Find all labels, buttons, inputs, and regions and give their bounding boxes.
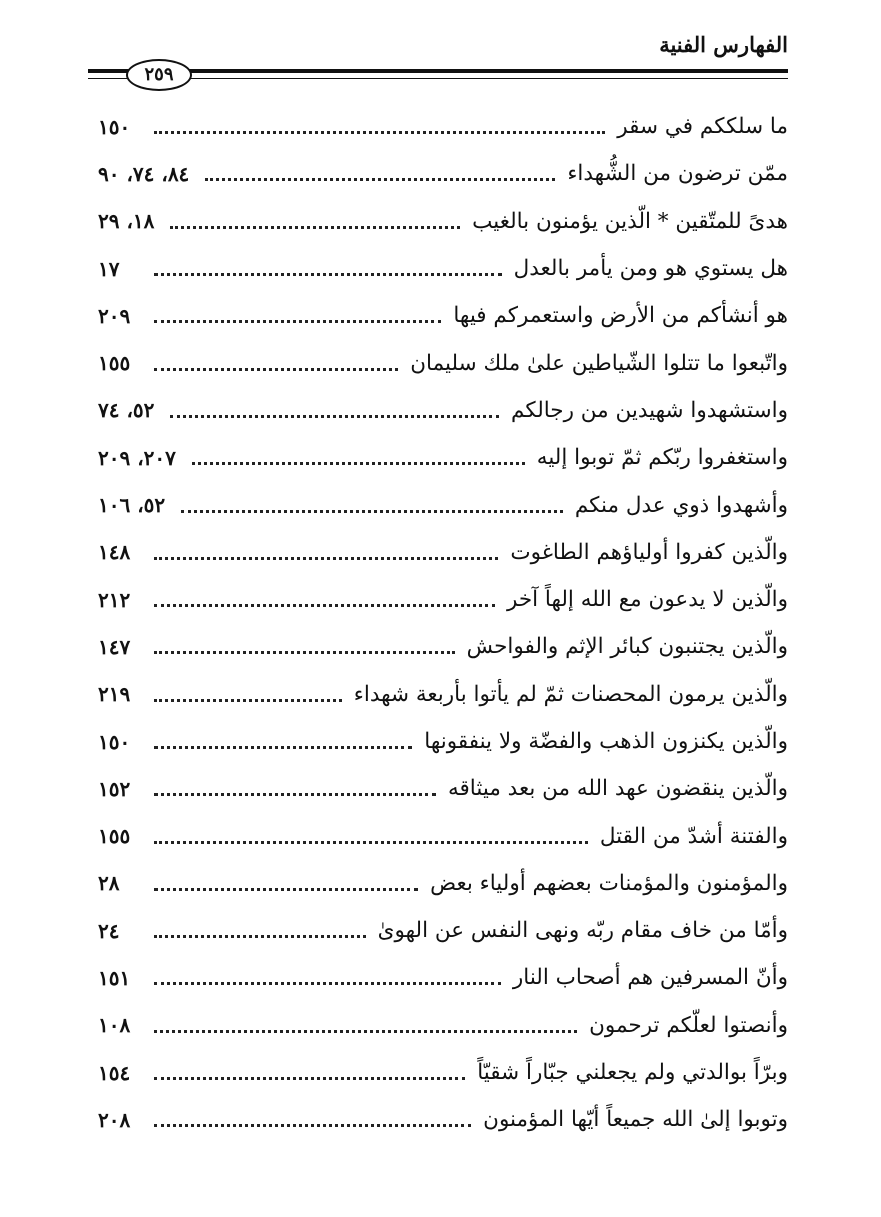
dot-leader bbox=[154, 935, 366, 938]
index-entry bbox=[98, 1096, 788, 1143]
page-refs: ١٥٤ bbox=[98, 1060, 131, 1085]
dot-leader bbox=[154, 699, 342, 702]
header-rule-thin bbox=[88, 78, 788, 79]
index-entry bbox=[98, 339, 788, 386]
index-entry bbox=[98, 812, 788, 859]
dot-leader bbox=[154, 982, 501, 985]
dot-leader bbox=[205, 178, 555, 181]
page-refs: ٥٢، ١٠٦ bbox=[98, 493, 166, 518]
verse-text: وبرّاً بوالدتي ولم يجعلني جبّاراً شقيّاً bbox=[477, 1060, 788, 1086]
index-entry bbox=[98, 387, 788, 434]
index-entry bbox=[98, 671, 788, 718]
dot-leader bbox=[192, 462, 525, 465]
verse-text: والّذين كفروا أولياؤهم الطاغوت bbox=[510, 539, 788, 565]
index-entry bbox=[98, 198, 788, 245]
page-refs: ٨٤، ٧٤، ٩٠ bbox=[98, 161, 190, 186]
dot-leader bbox=[154, 1124, 471, 1127]
verse-text: وأنّ المسرفين هم أصحاب النار bbox=[512, 965, 788, 991]
index-entry bbox=[98, 860, 788, 907]
dot-leader bbox=[170, 415, 499, 418]
page-refs: ٢٤ bbox=[98, 918, 120, 943]
page-refs: ١٥٠ bbox=[98, 114, 131, 139]
verse-text: وتوبوا إلىٰ الله جميعاً أيّها المؤمنون bbox=[483, 1107, 788, 1133]
dot-leader bbox=[154, 368, 398, 371]
page-refs: ١٥١ bbox=[98, 965, 131, 990]
dot-leader bbox=[154, 320, 441, 323]
page-refs: ٢٠٨ bbox=[98, 1107, 131, 1132]
verse-text: والّذين لا يدعون مع الله إلهاً آخر bbox=[506, 587, 788, 613]
dot-leader bbox=[154, 1077, 465, 1080]
index-entry bbox=[98, 529, 788, 576]
index-entry bbox=[98, 1049, 788, 1096]
dot-leader bbox=[154, 746, 412, 749]
page-refs: ١٥٥ bbox=[98, 824, 131, 849]
verse-text: وأشهدوا ذوي عدل منكم bbox=[574, 492, 788, 518]
page-refs: ٢٠٩ bbox=[98, 303, 131, 328]
dot-leader bbox=[154, 557, 498, 560]
index-entry bbox=[98, 481, 788, 528]
page-refs: ١٠٨ bbox=[98, 1013, 131, 1038]
dot-leader bbox=[154, 841, 588, 844]
dot-leader bbox=[154, 793, 436, 796]
index-entry bbox=[98, 907, 788, 954]
page-refs: ٢٨ bbox=[98, 871, 120, 896]
page-number: ٢٥٩ bbox=[126, 59, 192, 91]
dot-leader bbox=[154, 604, 495, 607]
verse-text: والّذين يرمون المحصنات ثمّ لم يأتوا بأربعة شهداء bbox=[353, 681, 788, 707]
dot-leader bbox=[154, 131, 605, 134]
page-refs: ١٥٢ bbox=[98, 776, 131, 801]
verse-text: والّذين ينقضون عهد الله من بعد ميثاقه bbox=[447, 776, 788, 802]
page-refs: ٥٢، ٧٤ bbox=[98, 398, 155, 423]
verse-text: والمؤمنون والمؤمنات بعضهم أولياء بعض bbox=[430, 870, 788, 896]
dot-leader bbox=[170, 226, 460, 229]
verse-text: واتّبعوا ما تتلوا الشّياطين علىٰ ملك سليمان bbox=[410, 350, 788, 376]
verse-text: وأمّا من خاف مقام ربّه ونهى النفس عن الهوىٰ bbox=[377, 918, 788, 944]
dot-leader bbox=[181, 510, 563, 513]
index-list bbox=[98, 103, 788, 1144]
verse-text: هل يستوي هو ومن يأمر بالعدل bbox=[513, 256, 788, 282]
page-refs: ١٥٥ bbox=[98, 351, 131, 376]
verse-text: والّذين يجتنبون كبائر الإثم والفواحش bbox=[466, 634, 788, 660]
verse-text: والّذين يكنزون الذهب والفضّة ولا ينفقونها bbox=[424, 729, 788, 754]
dot-leader bbox=[154, 1030, 577, 1033]
page-refs: ١٧ bbox=[98, 256, 120, 281]
index-entry bbox=[98, 245, 788, 292]
page-refs: ١٤٧ bbox=[98, 634, 131, 659]
page-refs: ١٥٠ bbox=[98, 729, 131, 754]
page-refs: ١٤٨ bbox=[98, 540, 131, 565]
verse-text: وأنصتوا لعلّكم ترحمون bbox=[589, 1012, 788, 1038]
header-rule bbox=[88, 69, 788, 73]
index-entry bbox=[98, 150, 788, 197]
dot-leader bbox=[154, 651, 455, 654]
index-entry bbox=[98, 103, 788, 150]
page-refs: ١٨، ٢٩ bbox=[98, 209, 155, 234]
index-entry bbox=[98, 954, 788, 1001]
page-refs: ٢١٢ bbox=[98, 587, 131, 612]
verse-text: والفتنة أشدّ من القتل bbox=[599, 823, 788, 849]
index-entry bbox=[98, 1002, 788, 1049]
page-refs: ٢١٩ bbox=[98, 682, 131, 707]
page-refs: ٢٠٧، ٢٠٩ bbox=[98, 445, 176, 470]
verse-text: هو أنشأكم من الأرض واستعمركم فيها bbox=[453, 303, 788, 329]
verse-text: ما سلككم في سقر bbox=[617, 114, 788, 140]
verse-text: ممّن ترضون من الشُّهداء bbox=[567, 161, 788, 187]
verse-text: واستغفروا ربّكم ثمّ توبوا إليه bbox=[536, 445, 788, 471]
page-header bbox=[88, 28, 788, 96]
index-entry bbox=[98, 434, 788, 481]
index-entry bbox=[98, 718, 788, 765]
dot-leader bbox=[154, 273, 502, 276]
running-title: الفهارس الفنية bbox=[659, 32, 788, 57]
index-entry bbox=[98, 623, 788, 670]
index-entry bbox=[98, 765, 788, 812]
index-entry bbox=[98, 292, 788, 339]
dot-leader bbox=[154, 888, 418, 891]
index-entry bbox=[98, 576, 788, 623]
verse-text: هدىً للمتّقين * الّذين يؤمنون بالغيب bbox=[472, 208, 788, 234]
verse-text: واستشهدوا شهيدين من رجالكم bbox=[511, 397, 788, 423]
